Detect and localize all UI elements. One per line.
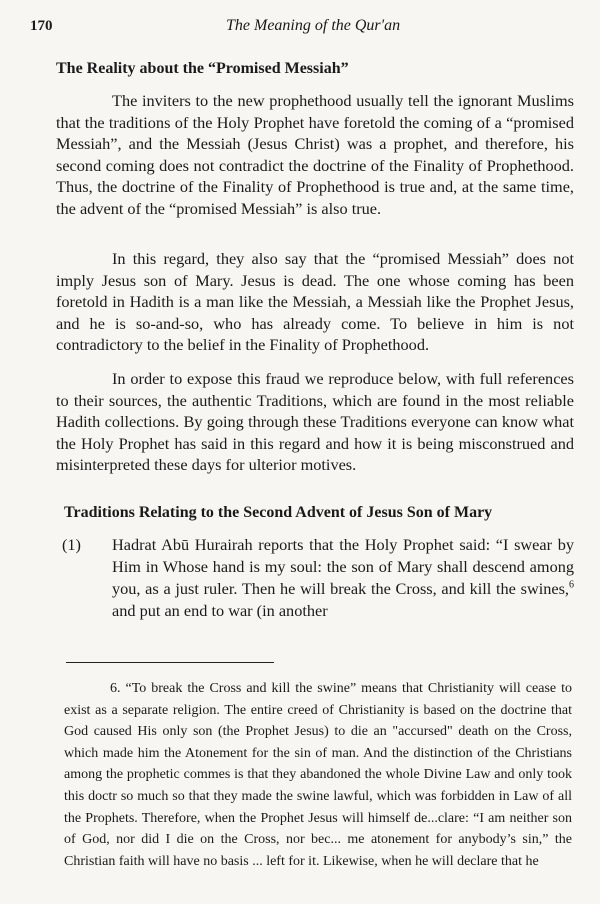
paragraph-3: In order to expose this fraud we reproduce below, with full references to their sources, the authentic Traditions, which are found in the most reliable Hadith collections. By going through these Traditions everyone can know what the Holy Prophet has said in this regard and how it is being misconstrued and misinterpreted these days for ulterior motives. xyxy=(56,369,574,474)
tradition-text xyxy=(112,534,574,622)
paragraph-2: In this regard, they also say that the “promised Messiah” does not imply Jesus son of Mary. Jesus is dead. The one whose coming has been foretold in Hadith is a man like the Messiah, a Messiah like the Prophet Jesus, and he is so-and-so, who has already come. To believe in him is not contradictory to the belief in the Finality of Prophethood. xyxy=(56,249,574,354)
tradition-item-1 xyxy=(56,534,574,622)
section-heading-traditions: Traditions Relating to the Second Advent of Jesus Son of Mary xyxy=(64,504,493,521)
footnote-reference[interactable]: 6 xyxy=(569,579,574,591)
paragraph-1: The inviters to the new prophethood usually tell the ignorant Muslims that the traditions of the Holy Prophet have foretold the coming of a “promised Messiah”, and the Messiah (Jesus Christ) was a prophet, and therefore, his second coming does not contradict the doctrine of the Finality of Prophethood. Thus, the doctrine of the Finality of Prophethood is true and, at the same time, the advent of the “promised Messiah” is also true. xyxy=(56,91,574,218)
footnote-6: 6. “To break the Cross and kill the swine” means that Christianity will cease to exist as a separate religion. The entire creed of Christianity is based on the doctrine that God caused His only son (the Prophet Jesus) to die an "accursed" death on the Cross, which made him the Atonement for the sin of man. And the distinction of the Christians among the prophetic commes is that they abandoned the whole Divine Law and only took this doctr so much so that they made the swine lawful, which was forbidden in Law of all the Prophets. Therefore, when the Prophet Jesus will himself de...clare: “I am neither son of God, nor did I die on the Cross, nor bec... me atonement for anybody’s sin,” the Christian faith will have no basis ... left for it. Likewise, when he will declare that he xyxy=(64,681,572,869)
page-number: 170 xyxy=(30,18,53,34)
running-title: The Meaning of the Qur'an xyxy=(226,17,401,34)
page-header xyxy=(30,14,570,40)
tradition-number: (1) xyxy=(62,535,81,554)
tradition-text-main: Hadrat Abū Hurairah reports that the Holy Prophet said: “I swear by Him in Whose hand is my soul: the son of Mary shall descend among you, as a just ruler. Then he will break the Cross, and kill the swines, xyxy=(112,535,574,598)
section-heading-promised-messiah: The Reality about the “Promised Messiah” xyxy=(56,60,349,77)
footnote-divider xyxy=(66,662,274,663)
tradition-text-tail: and put an end to war (in another xyxy=(112,601,328,620)
